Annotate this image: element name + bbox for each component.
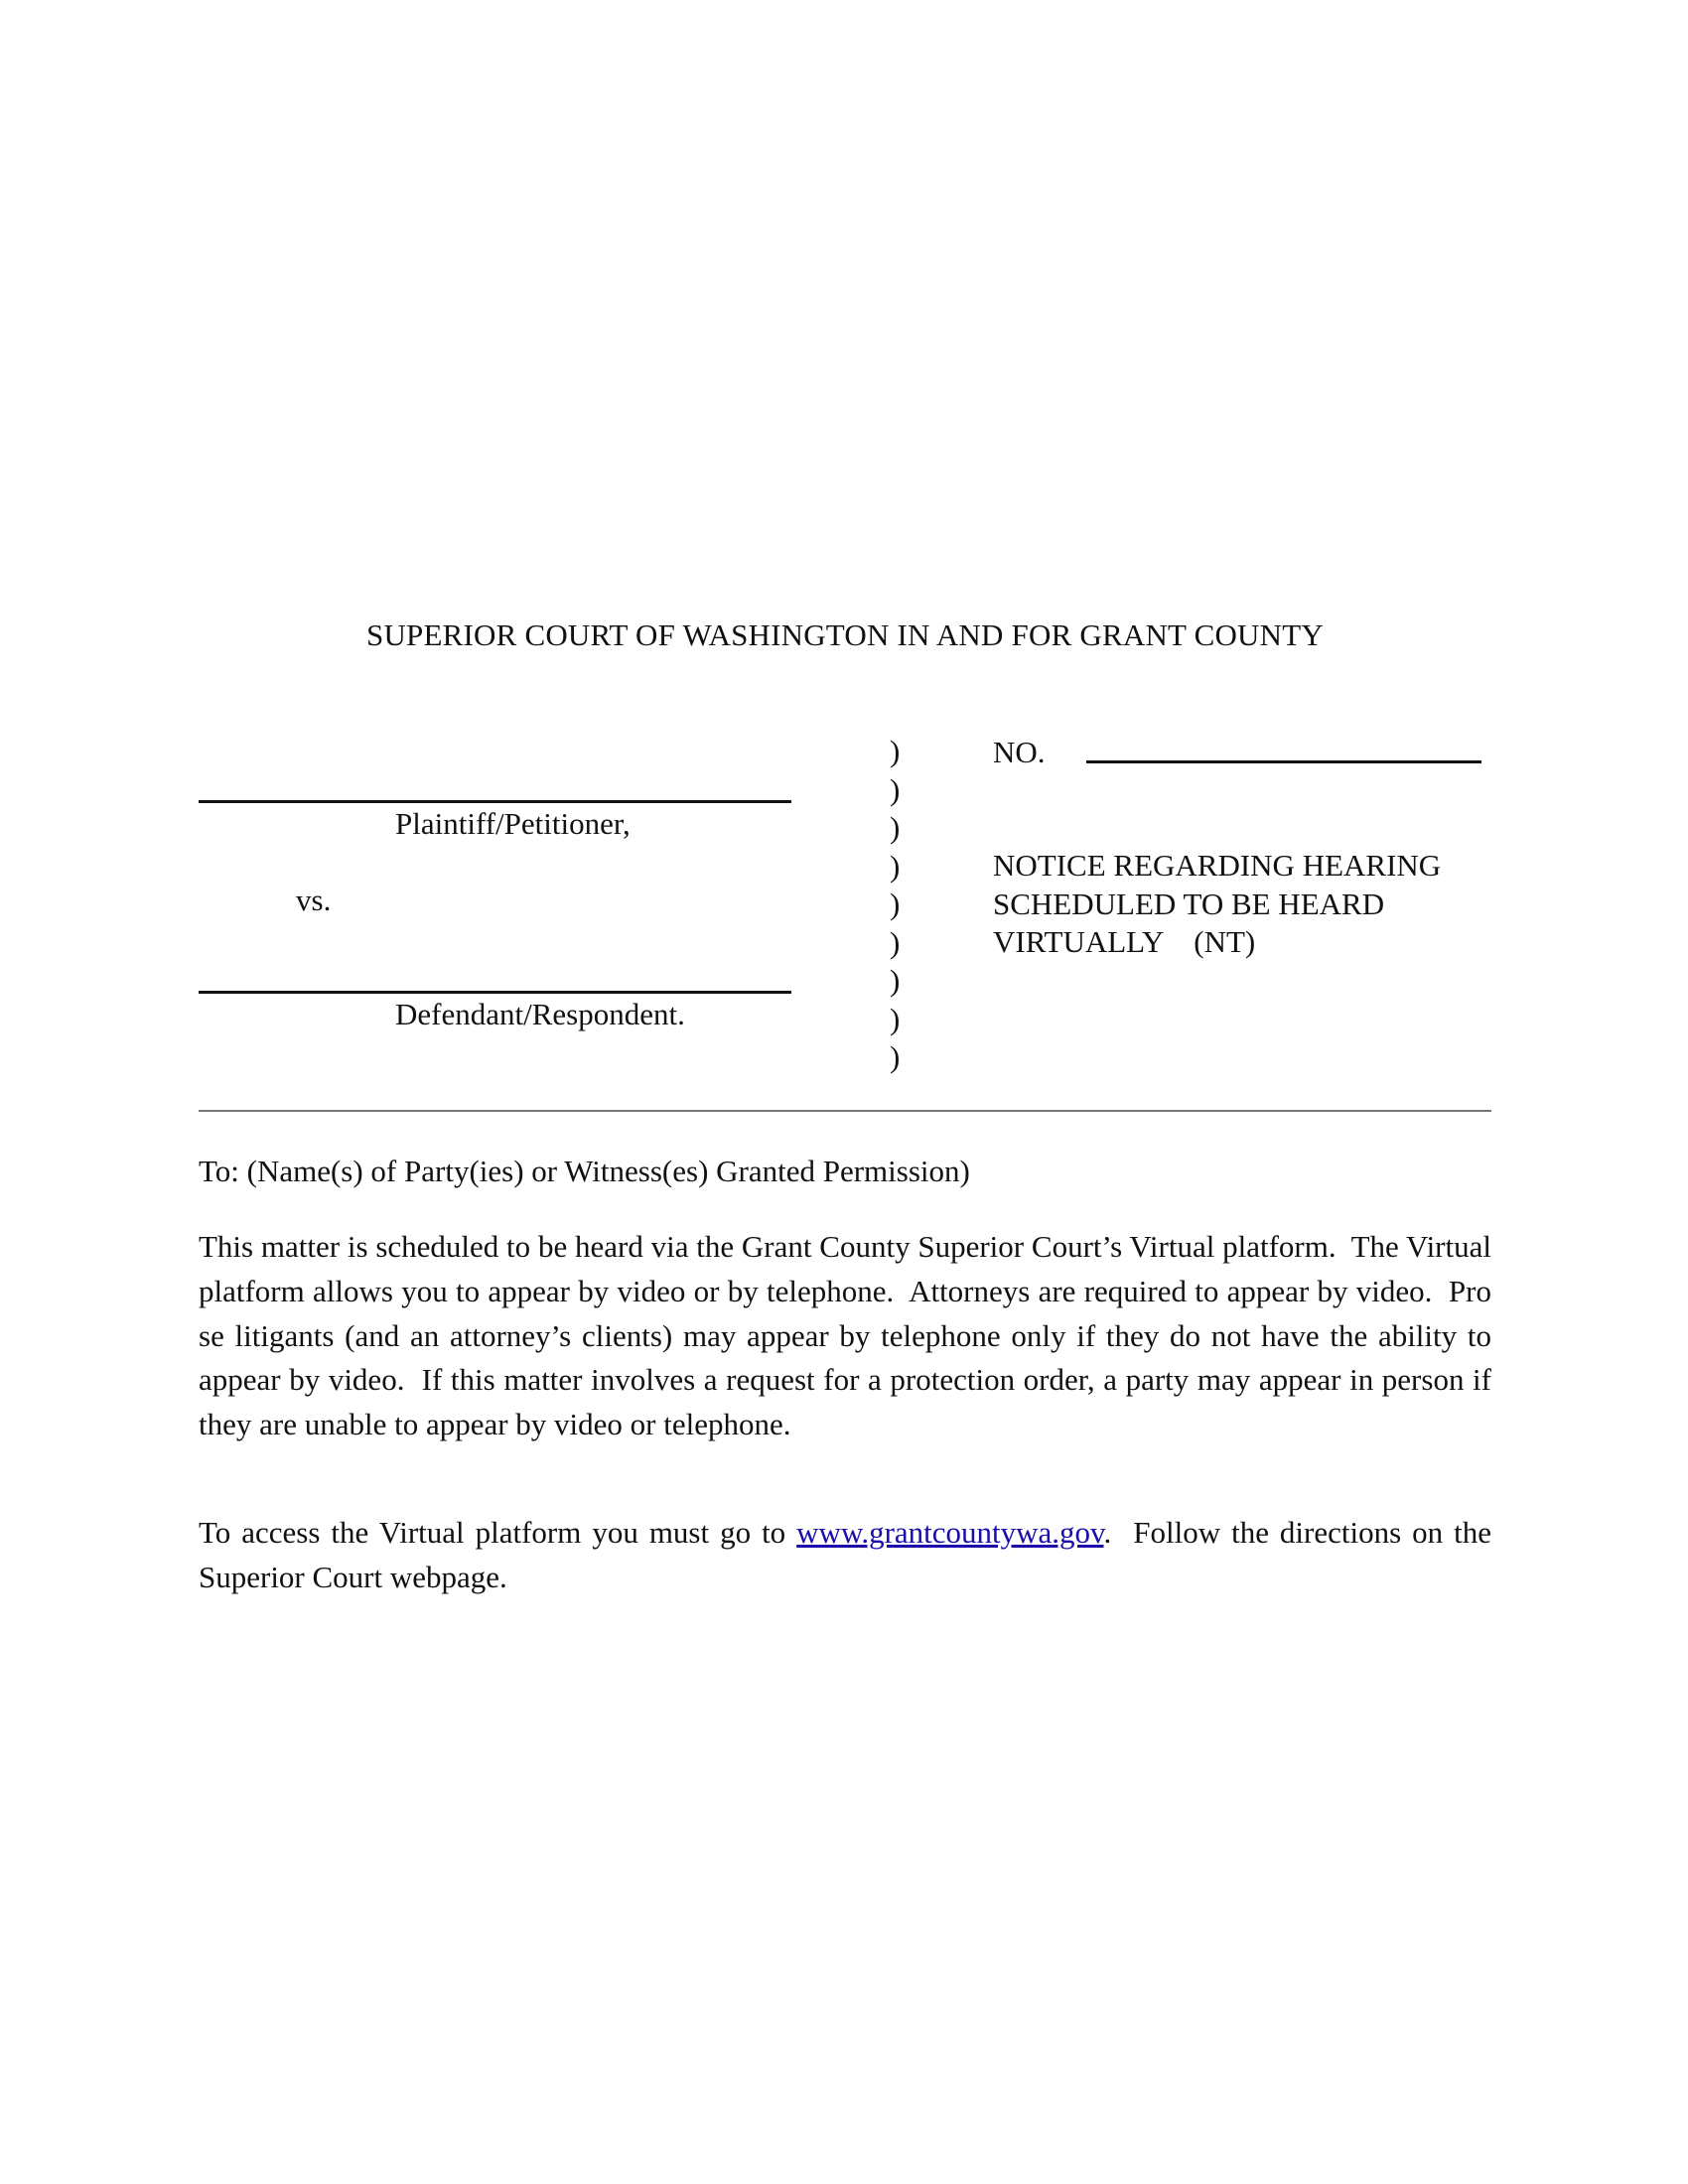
paragraph-virtual-hearing: This matter is scheduled to be heard via the Grant County Superior Court’s Virtual platform. The Virtual platform allows you to appear by video or by telephone. Attorneys are required to appear by video. Pro se litigants (and an attorney’s clients) may appear by telephone only if they do not have the ability to appear by video. If this matter involves a request for a protection order, a party may appear in person if they are unable to appear by video or telephone. [199,1229,1499,1442]
plaintiff-label: Plaintiff/Petitioner, [395,806,631,841]
paren: ) [890,1001,901,1036]
court-title: SUPERIOR COURT OF WASHINGTON IN AND FOR GRANT COUNTY [366,617,1324,652]
case-number-label: NO. [993,735,1046,769]
access-text-after: . Follow the directions on the Superior Court webpage. [199,1515,1499,1594]
website-link[interactable]: www.grantcountywa.gov [796,1515,1104,1550]
paren: ) [890,963,901,998]
paren: ) [890,734,901,768]
paren: ) [890,887,901,921]
case-number-line [1086,760,1481,763]
notice-title-line: SCHEDULED TO BE HEARD [993,886,1385,921]
paren: ) [890,810,901,845]
paragraph-access-instructions [199,1511,1499,1600]
paren: ) [890,771,901,807]
plaintiff-name-line [199,800,791,803]
vs-label: vs. [296,883,332,917]
paren: ) [890,1039,901,1074]
caption-parentheses [890,733,914,1077]
to-line: To: (Name(s) of Party(ies) or Witness(es) Granted Permission) [199,1154,970,1188]
caption-divider [199,1110,1491,1112]
defendant-name-line [199,991,791,994]
access-text-before: To access the Virtual platform you must go to [199,1515,797,1550]
paren: ) [890,848,901,884]
defendant-label: Defendant/Respondent. [395,997,685,1031]
paren: ) [890,924,901,960]
notice-title-line: NOTICE REGARDING HEARING [993,848,1442,883]
notice-title [993,847,1441,962]
notice-title-line: VIRTUALLY (NT) [993,924,1256,959]
